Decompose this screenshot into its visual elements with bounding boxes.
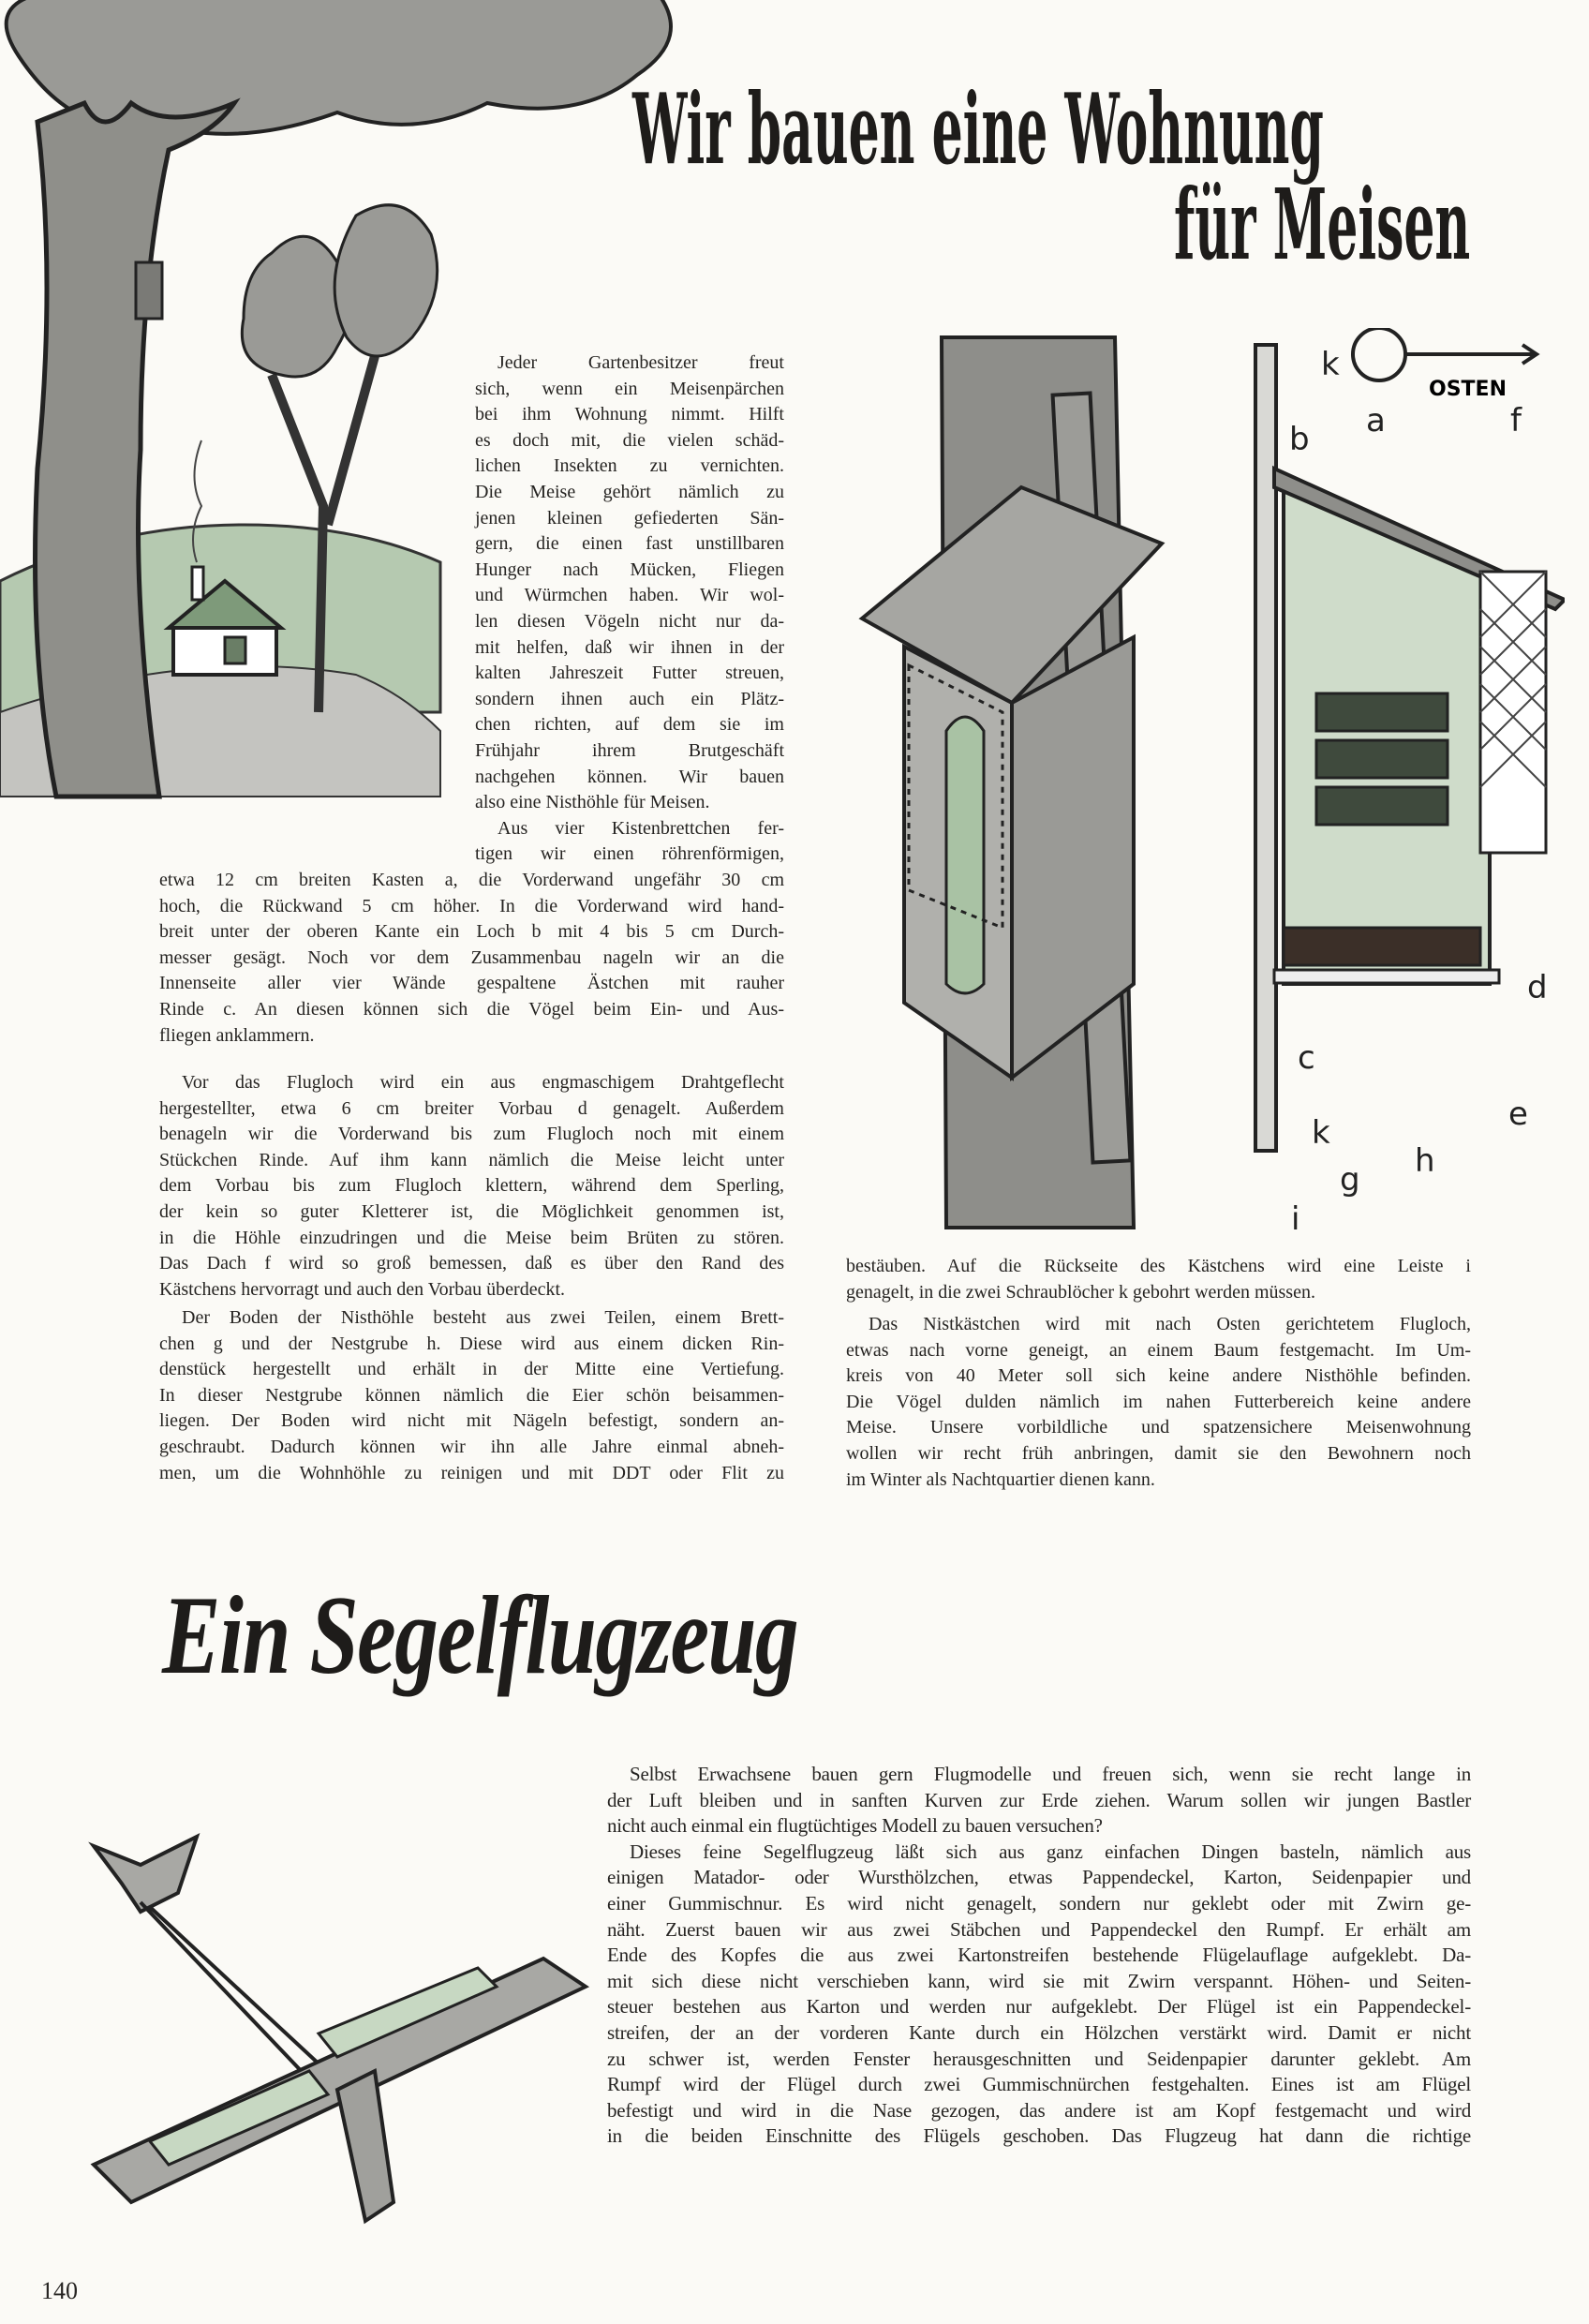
text-line: in die beiden Einschnitte des Flügels geschoben. Das Flugzeug hat dann die richtige xyxy=(607,2124,1471,2148)
page-number: 140 xyxy=(41,2277,78,2304)
text-line: Rumpf wird der Flügel durch zwei Gummischnürchen festgehalten. Eines ist am Flügel xyxy=(607,2073,1471,2096)
text-line: lichen Insekten zu vernichten. xyxy=(475,455,784,477)
text-line: sich, wenn ein Meisenpärchen xyxy=(475,378,784,399)
construction-paragraph xyxy=(159,868,784,1049)
text-line: Hunger nach Mücken, Fliegen xyxy=(475,559,784,580)
text-line: Die Vögel dulden nämlich im nahen Futterbereich keine andere xyxy=(846,1391,1471,1412)
floor-paragraph xyxy=(159,1305,784,1486)
article-title-line1: Wir bauen eine Wohnung xyxy=(632,71,1324,186)
text-line: denstück hergestellt und erhält in der Mitte eine Vertiefung. xyxy=(159,1359,784,1380)
label-h: h xyxy=(1415,1142,1435,1180)
label-osten: OSTEN xyxy=(1429,378,1507,401)
text-line: bestäuben. Auf die Rückseite des Kästchens wird eine Leiste i xyxy=(846,1256,1471,1276)
text-line: Jeder Gartenbesitzer freut xyxy=(497,352,784,373)
text-line: chen g und der Nestgrube h. Diese wird aus einem dicken Rin- xyxy=(159,1333,784,1354)
label-e: e xyxy=(1508,1095,1528,1133)
text-line: Frühjahr ihrem Brutgeschäft xyxy=(475,739,784,761)
compass-circle xyxy=(1353,328,1405,380)
text-line: einigen Matador- oder Wursthölzchen, etwas Pappendeckel, Karton, Seidenpapier und xyxy=(607,1866,1471,1889)
text-line: es doch mit, die vielen schäd- xyxy=(475,429,784,451)
text-line: Innenseite aller vier Wände gespaltene Ästchen mit rauher xyxy=(159,973,784,994)
mounting-paragraph xyxy=(846,1254,1471,1305)
label-b: b xyxy=(1289,421,1310,458)
entrance-paragraph xyxy=(159,1070,784,1303)
text-line: hoch, die Rückwand 5 cm höher. In die Vorderwand wird hand- xyxy=(159,895,784,916)
text-line: liegen. Der Boden wird nicht mit Nägeln befestigt, sondern an- xyxy=(159,1410,784,1432)
text-line: und Würmchen haben. Wir wol- xyxy=(475,585,784,606)
text-line: Der Boden der Nisthöhle besteht aus zwei Teilen, einem Brett- xyxy=(182,1307,784,1328)
article2-title: Ein Segelflugzeug xyxy=(162,1572,798,1697)
text-line: Rinde c. An diesen können sich die Vögel beim Ein- und Aus- xyxy=(159,998,784,1020)
text-line: Aus vier Kistenbrettchen fer- xyxy=(497,817,784,839)
glider-illustration xyxy=(37,1818,600,2230)
text-line: im Winter als Nachtquartier dienen kann. xyxy=(846,1468,1155,1490)
text-line: len diesen Vögeln nicht nur da- xyxy=(475,610,784,632)
label-f: f xyxy=(1510,402,1522,439)
text-line: jenen kleinen gefiederten Sän- xyxy=(475,507,784,529)
text-line: dem Vorbau bis zum Flugloch klettern, während dem Sperling, xyxy=(159,1175,784,1197)
text-line: also eine Nisthöhle für Meisen. xyxy=(475,792,710,813)
text-line: streifen, der an der vorderen Kante durch ein Hölzchen verstärkt wird. Damit er nicht xyxy=(607,2020,1471,2044)
text-line: kreis von 40 Meter soll sich keine andere Nisthöhle befinden. xyxy=(846,1365,1471,1387)
text-line: In dieser Nestgrube können nämlich die Eier schön beisammen- xyxy=(159,1384,784,1406)
text-line: nachgehen können. Wir bauen xyxy=(475,766,784,787)
east-arrow-icon xyxy=(1405,345,1537,364)
label-d: d xyxy=(1527,969,1548,1006)
text-line: nicht auch einmal ein flugtüchtiges Modell zu bauen versuchen? xyxy=(607,1814,1103,1838)
text-line: Stückchen Rinde. Auf ihm kann nämlich die Meise leicht unter xyxy=(159,1149,784,1170)
text-line: men, um die Wohnhöhle zu reinigen und mit DDT oder Flit zu xyxy=(159,1462,784,1483)
text-line: näht. Zuerst bauen wir aus zwei Stäbchen und Pappendeckel den Rumpf. Er erhält am xyxy=(607,1917,1471,1941)
label-i: i xyxy=(1291,1200,1300,1238)
label-c: c xyxy=(1298,1039,1315,1077)
text-line: Das Nistkästchen wird mit nach Osten gerichtetem Flugloch, xyxy=(869,1314,1471,1334)
label-k-top: k xyxy=(1321,346,1340,383)
text-line: Selbst Erwachsene bauen gern Flugmodelle und freuen sich, wenn sie recht lange in xyxy=(630,1763,1471,1785)
label-g: g xyxy=(1340,1161,1360,1199)
intro-paragraph xyxy=(475,350,784,868)
text-line: wollen wir recht früh anbringen, damit sie den Bewohnern noch xyxy=(846,1442,1471,1464)
location-paragraph xyxy=(846,1312,1471,1493)
text-line: Ende des Kopfes die aus zwei Kartonstreifen bestehende Flügelauflage aufgeklebt. Da- xyxy=(607,1944,1471,1967)
nest-box-diagram xyxy=(834,328,1565,1246)
text-line: chen richten, auf dem sie im xyxy=(475,714,784,736)
tree-trunk-with-box xyxy=(862,337,1162,1228)
text-line: tigen wir einen röhrenförmigen, xyxy=(475,843,784,865)
text-line: in die Höhle einzudringen und die Meise beim Brüten zu stören. xyxy=(159,1227,784,1248)
text-line: bei ihm Wohnung nimmt. Hilft xyxy=(475,404,784,425)
text-line: breit unter der oberen Kante ein Loch b mit 4 bis 5 cm Durch- xyxy=(159,921,784,943)
text-line: einer Gummischnur. Es wird nicht genagelt, sondern nur geklebt oder mit Zwirn ge- xyxy=(607,1891,1471,1914)
text-line: Dieses feine Segelflugzeug läßt sich aus ganz einfachen Dingen basteln, nämlich aus xyxy=(630,1840,1471,1863)
text-line: mit helfen, daß wir ihnen in der xyxy=(475,636,784,658)
text-line: hergestellter, etwa 6 cm breiter Vorbau d genagelt. Außerdem xyxy=(159,1097,784,1119)
text-line: Das Dach f wird so groß bemessen, daß es über den Rand des xyxy=(159,1253,784,1274)
article-title-line2: für Meisen xyxy=(1174,167,1471,282)
text-line: Kästchens hervorragt und auch den Vorbau überdeckt. xyxy=(159,1278,566,1300)
text-line: etwas nach vorne geneigt, an einem Baum festgemacht. Im Um- xyxy=(846,1339,1471,1361)
text-line: messer gesägt. Noch vor dem Zusammenbau nageln wir an die xyxy=(159,946,784,968)
small-nest-box xyxy=(136,262,162,319)
text-line: steuer bestehen aus Karton und werden nur aufgeklebt. Der Flügel ist ein Pappendeckel- xyxy=(607,1995,1471,2019)
text-line: der Luft bleiben und in sanften Kurven zur Erde ziehen. Warum sollen wir jungen Bastler xyxy=(607,1788,1471,1811)
text-line: Meise. Unsere vorbildliche und spatzensichere Meisenwohnung xyxy=(846,1417,1471,1438)
text-line: Vor das Flugloch wird ein aus engmaschigem Drahtgeflecht xyxy=(182,1072,784,1093)
text-line: geschraubt. Dadurch können wir ihn alle Jahre einmal abneh- xyxy=(159,1436,784,1457)
text-line: genagelt, in die zwei Schraublöcher k gebohrt werden müssen. xyxy=(846,1281,1315,1303)
label-a: a xyxy=(1366,402,1386,439)
text-line: zu schwer ist, werden Fenster herausgeschnitten und Seidenpapier darunter geklebt. Am xyxy=(607,2047,1471,2070)
glider-paragraph xyxy=(607,1762,1471,2150)
text-line: mit sich diese nicht verschieben kann, wird sie mit Zwirn verspannt. Höhen- und Seiten- xyxy=(607,1969,1471,1992)
text-line: fliegen anklammern. xyxy=(159,1024,315,1046)
text-line: etwa 12 cm breiten Kasten a, die Vorderwand ungefähr 30 cm xyxy=(159,870,784,890)
text-line: Die Meise gehört nämlich zu xyxy=(475,481,784,502)
text-line: benageln wir die Vorderwand bis zum Flugloch noch mit einem xyxy=(159,1124,784,1145)
text-line: gern, die einen fast unstillbaren xyxy=(475,533,784,555)
text-line: sondern ihnen auch ein Plätz- xyxy=(475,688,784,709)
label-k-bottom: k xyxy=(1312,1114,1330,1152)
text-line: kalten Jahreszeit Futter streuen, xyxy=(475,663,784,684)
text-line: der kein so guter Kletterer ist, die Möglichkeit genommen ist, xyxy=(159,1200,784,1222)
text-line: befestigt und wird in die Nase gezogen, das andere ist am Kopf festgemacht und wird xyxy=(607,2098,1471,2122)
